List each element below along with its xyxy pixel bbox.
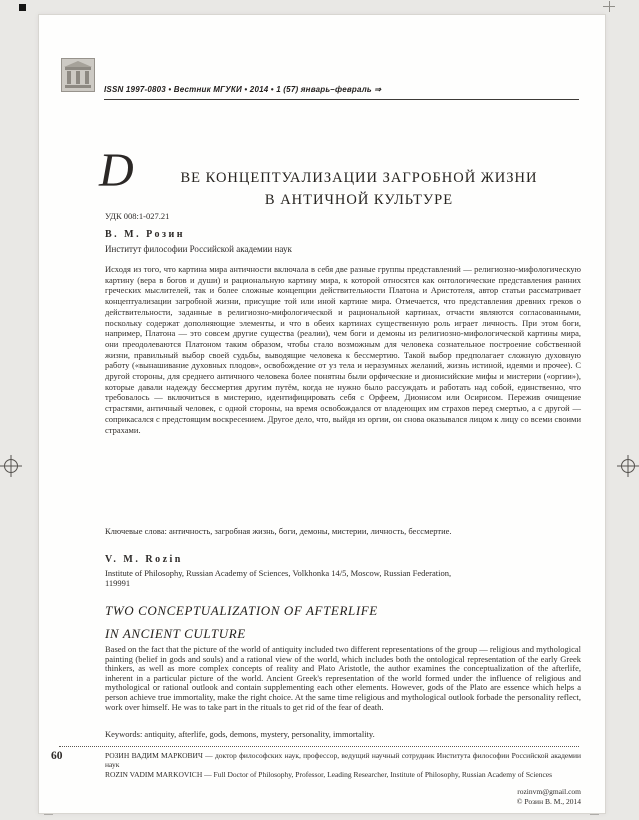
footer-dotted-rule	[59, 746, 579, 747]
abstract-en: Based on the fact that the picture of the world of antiquity included two different representations of the group — religious and mythological painting (belief in gods and souls) and a rational view of the world, which includes both the ontological representation of the early Greek thinkers, as well as more complex concepts of reality and Plato Aristotle, the author examines the conceptualization of the afterlife, inherent in a particular picture of the world. Ancient Greek's representation of the world formed under the influence of religious and mythological or rational outlook and contain supplementing each other elements. However, gods of the Plato are essence which helps a person achieve true immortality, make the right choice. At the same time religious and mythological outlook forbade the personality reflect, work over himself. He was to take part in the rituals to get rid of the fear of death.	[105, 644, 581, 712]
print-corner-square-mark	[19, 4, 26, 11]
masthead-rule	[104, 99, 579, 100]
article-title-ru: ВЕ КОНЦЕПТУАЛИЗАЦИИ ЗАГРОБНОЙ ЖИЗНИ	[180, 170, 538, 186]
author-name-en: V. M. Rozin	[105, 554, 183, 565]
keywords-en: Keywords: antiquity, afterlife, gods, demons, mystery, personality, immortality.	[105, 729, 375, 739]
journal-masthead-line: ISSN 1997-0803 • Вестник МГУКИ • 2014 • 1 (57) январь–февраль ⇒	[104, 85, 382, 94]
journal-page	[38, 14, 606, 814]
crop-mark-bottom-left	[44, 814, 53, 815]
registration-target-icon	[617, 455, 639, 482]
copyright-notice: © Розин В. М., 2014	[516, 797, 581, 806]
title-drop-cap: D	[99, 144, 134, 197]
abstract-ru: Исходя из того, что картина мира античности включала в себя две разные группы представлений — религиозно-мифологическую картину (вера в богов и души) и рациональную картину мира, к которой относятся как онтологические представления ранних греческих мыслителей, так и более сложные концепции действительности Платона и Аристотеля, автор статьи рассматривает концептуализации загробной жизни, присущие той или иной картине мира. Отмечается, что представления древних греков о действительности, заданные в религиозно-мифологической и рациональной картинах, отчасти являются согласованными, поскольку содержат дополняющие элементы, и что в обеих картинах существенную роль играет личность. При этом боги, например, Платона — это совсем другие существа (реалии), чем боги и демоны из религиозно-мифологической картины мира, они преодолеваются Платоном таким образом, чтобы стало возможным для человека сознательное построение собственной жизни, правильный выбор своей судьбы, выводящие человека к бессмертию. Такой выбор предполагает сложную духовную работу («вынашивание духовных плодов», освобождение от уз тела и неразумных желаний, жизнь истиной, идеями и прочее). С другой стороны, для среднего античного человека более понятны были орфические и дионисийские мифы и мистерии («оргии»), которые давали надежду бессмертия другим путём, когда не нужно было рассуждать и работать над собой, единственно, что требовалось — включиться в мистерию, идентифицировать себя с Орфеем, Дионисом или Осирисом. Пережив очищение страстями, античный человек, с одной стороны, на время освобождался от владеющих им страхов перед смертью, а с другой — соприкасался с предстоящим воскресением. Другое дело, что, выйдя из оргии, он снова оказывался лицом к лицу со всеми своими страхами.	[105, 264, 581, 435]
author-email: rozinvm@gmail.com	[517, 787, 581, 796]
author-affiliation-ru: Институт философии Российской академии наук	[105, 244, 292, 254]
author-affiliation-en: Institute of Philosophy, Russian Academy of Sciences, Volkhonka 14/5, Moscow, Russian Federation, 119991	[105, 568, 452, 588]
article-title-en: IN ANCIENT CULTURE	[105, 626, 246, 641]
article-title-en: TWO CONCEPTUALIZATION OF AFTERLIFE	[105, 603, 378, 618]
author-bio-en: ROZIN VADIM MARKOVICH — Full Doctor of Philosophy, Professor, Leading Researcher, Institute of Philosophy, Russian Academy of Sciences	[105, 770, 553, 779]
udc-code: УДК 008:1-027.21	[105, 211, 170, 221]
page-number: 60	[51, 750, 63, 762]
journal-columns-logo-icon	[61, 58, 95, 92]
registration-target-icon	[0, 455, 22, 482]
article-title-ru: В АНТИЧНОЙ КУЛЬТУРЕ	[264, 192, 454, 208]
crop-mark-bottom-right	[590, 814, 599, 815]
crop-mark-top-right	[603, 6, 615, 7]
keywords-ru: Ключевые слова: античность, загробная жизнь, боги, демоны, мистерии, личность, бессмертие.	[105, 526, 452, 536]
author-bio-ru: РОЗИН ВАДИМ МАРКОВИЧ — доктор философских наук, профессор, ведущий научный сотрудник Института философии Российской академии наук	[105, 751, 581, 769]
author-name-ru: В. М. Розин	[105, 229, 186, 240]
